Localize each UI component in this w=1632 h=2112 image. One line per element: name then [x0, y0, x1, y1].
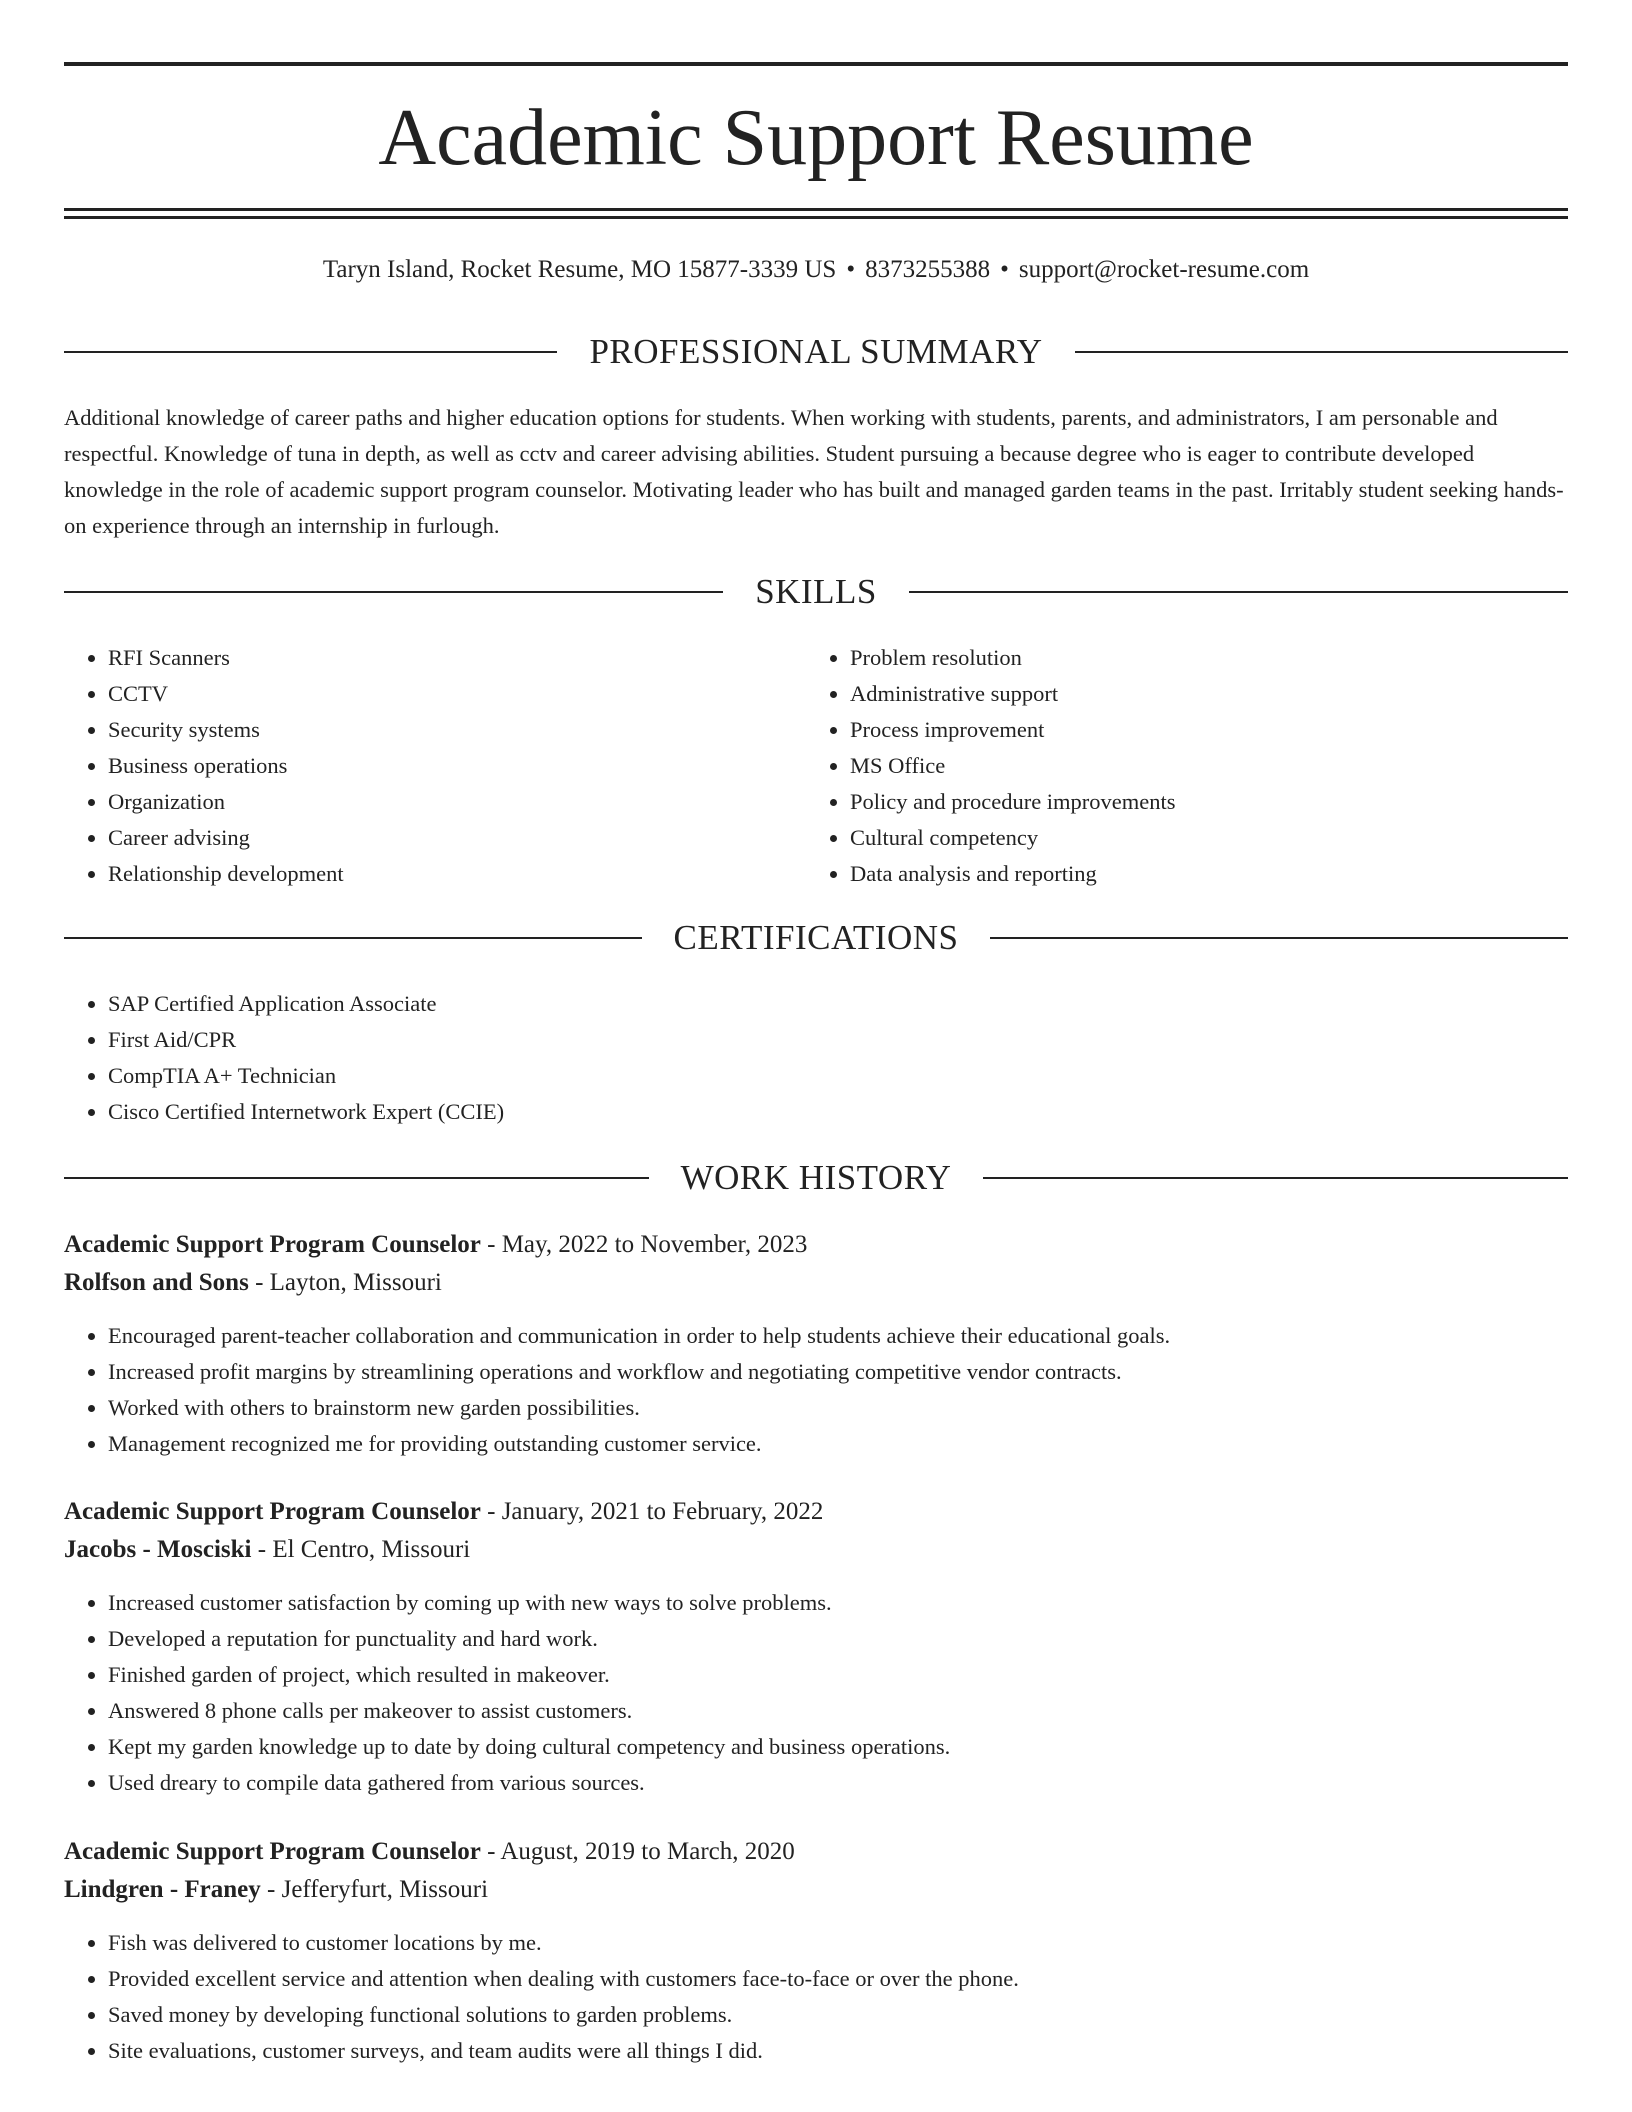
certification-item: • Cisco Certified Internetwork Expert (CCIE): [108, 1094, 1568, 1130]
job-title: Academic Support Program Counselor: [64, 1231, 481, 1258]
contact-line: [64, 252, 1568, 288]
title-rule-lower: [64, 216, 1568, 219]
job-company: Lindgren - Franey: [64, 1876, 261, 1903]
job-bullet: • Provided excellent service and attention when dealing with customers face-to-face or over the phone.: [108, 1961, 1568, 1997]
contact-email: support@rocket-resume.com: [1018, 256, 1310, 283]
skill-item: • Data analysis and reporting: [850, 856, 1546, 892]
job-bullet: • Increased profit margins by streamlining operations and workflow and negotiating competitive vendor contracts.: [108, 1354, 1568, 1390]
job-entry: [64, 1833, 1568, 2069]
skill-item: • Process improvement: [850, 712, 1546, 748]
summary-text: Additional knowledge of career paths and higher education options for students. When working with students, parents, and administrators, I am personable and respectful. Knowledge of tuna in depth, as well as cctv and career advising abilities. Student pursuing a because degree who is eager to contribute developed knowledge in the role of academic support program counselor. Motivating leader who has built and managed garden teams in the past. Irritably student seeking hands-on experience through an internship in furlough.: [64, 405, 1564, 538]
certification-item: • First Aid/CPR: [108, 1022, 1568, 1058]
job-location: - Layton, Missouri: [248, 1269, 442, 1296]
skill-item: • Policy and procedure improvements: [850, 784, 1546, 820]
certifications-heading-label: CERTIFICATIONS: [673, 918, 959, 957]
job-bullets: [64, 1925, 1568, 2069]
job-bullet: • Increased customer satisfaction by coming up with new ways to solve problems.: [108, 1585, 1568, 1621]
heading-rule: [64, 591, 723, 593]
heading-rule: [909, 591, 1568, 593]
skill-item: • CCTV: [108, 676, 804, 712]
summary-heading-label: PROFESSIONAL SUMMARY: [589, 332, 1043, 371]
job-bullet: • Finished garden of project, which resulted in makeover.: [108, 1657, 1568, 1693]
job-company-line: [64, 1871, 1568, 1909]
job-company: Rolfson and Sons: [64, 1269, 249, 1296]
skills-heading: [64, 570, 1568, 614]
top-rule: [64, 62, 1568, 66]
job-title-line: [64, 1833, 1568, 1871]
skills-heading-label: SKILLS: [755, 572, 877, 611]
heading-rule: [1075, 351, 1568, 353]
job-location: - Jefferyfurt, Missouri: [260, 1876, 489, 1903]
certifications-list: [64, 986, 1568, 1130]
heading-rule: [64, 1177, 649, 1179]
job-entry: [64, 1493, 1568, 1801]
certifications-heading: [64, 916, 1568, 960]
skill-item: • Relationship development: [108, 856, 804, 892]
job-bullets: [64, 1318, 1568, 1462]
certification-item: • SAP Certified Application Associate: [108, 986, 1568, 1022]
skills-column-right: [806, 640, 1546, 892]
contact-address: Taryn Island, Rocket Resume, MO 15877-3339 US: [322, 256, 837, 283]
work-history-heading-label: WORK HISTORY: [680, 1158, 952, 1197]
job-company: Jacobs - Mosciski: [64, 1536, 252, 1563]
contact-separator: •: [1000, 256, 1009, 283]
job-bullet: • Developed a reputation for punctuality and hard work.: [108, 1621, 1568, 1657]
skill-item: • MS Office: [850, 748, 1546, 784]
job-bullets: [64, 1585, 1568, 1801]
job-entry: [64, 1226, 1568, 1462]
job-company-line: [64, 1531, 1568, 1569]
job-bullet: • Kept my garden knowledge up to date by doing cultural competency and business operations.: [108, 1729, 1568, 1765]
job-bullet: • Site evaluations, customer surveys, and team audits were all things I did.: [108, 2033, 1568, 2069]
job-bullet: • Saved money by developing functional solutions to garden problems.: [108, 1997, 1568, 2033]
heading-rule: [64, 351, 557, 353]
job-title: Academic Support Program Counselor: [64, 1838, 481, 1865]
skill-item: • Problem resolution: [850, 640, 1546, 676]
job-dates: - January, 2021 to February, 2022: [480, 1498, 824, 1525]
skill-item: • RFI Scanners: [108, 640, 804, 676]
job-title: Academic Support Program Counselor: [64, 1498, 481, 1525]
skills-column-left: [64, 640, 804, 892]
skill-item: • Security systems: [108, 712, 804, 748]
contact-separator: •: [846, 256, 856, 283]
job-bullet: • Fish was delivered to customer locations by me.: [108, 1925, 1568, 1961]
heading-rule: [983, 1177, 1568, 1179]
job-company-line: [64, 1264, 1568, 1302]
skill-item: • Business operations: [108, 748, 804, 784]
skill-item: • Organization: [108, 784, 804, 820]
heading-rule: [64, 937, 642, 939]
skill-item: • Administrative support: [850, 676, 1546, 712]
title-rule-upper: [64, 208, 1568, 211]
job-bullet: • Encouraged parent-teacher collaboration and communication in order to help students achieve their educational goals.: [108, 1318, 1568, 1354]
work-history-heading: [64, 1156, 1568, 1200]
contact-phone: 8373255388: [865, 256, 991, 283]
job-title-line: [64, 1226, 1568, 1264]
resume-title: Academic Support Resume: [378, 94, 1254, 182]
job-dates: - May, 2022 to November, 2023: [480, 1231, 808, 1258]
job-title-line: [64, 1493, 1568, 1531]
job-location: - El Centro, Missouri: [251, 1536, 471, 1563]
skill-item: • Career advising: [108, 820, 804, 856]
job-bullet: • Worked with others to brainstorm new garden possibilities.: [108, 1390, 1568, 1426]
job-dates: - August, 2019 to March, 2020: [480, 1838, 795, 1865]
certification-item: • CompTIA A+ Technician: [108, 1058, 1568, 1094]
skill-item: • Cultural competency: [850, 820, 1546, 856]
job-bullet: • Management recognized me for providing outstanding customer service.: [108, 1426, 1568, 1462]
heading-rule: [990, 937, 1568, 939]
summary-heading: [64, 330, 1568, 374]
job-bullet: • Used dreary to compile data gathered from various sources.: [108, 1765, 1568, 1801]
job-bullet: • Answered 8 phone calls per makeover to assist customers.: [108, 1693, 1568, 1729]
